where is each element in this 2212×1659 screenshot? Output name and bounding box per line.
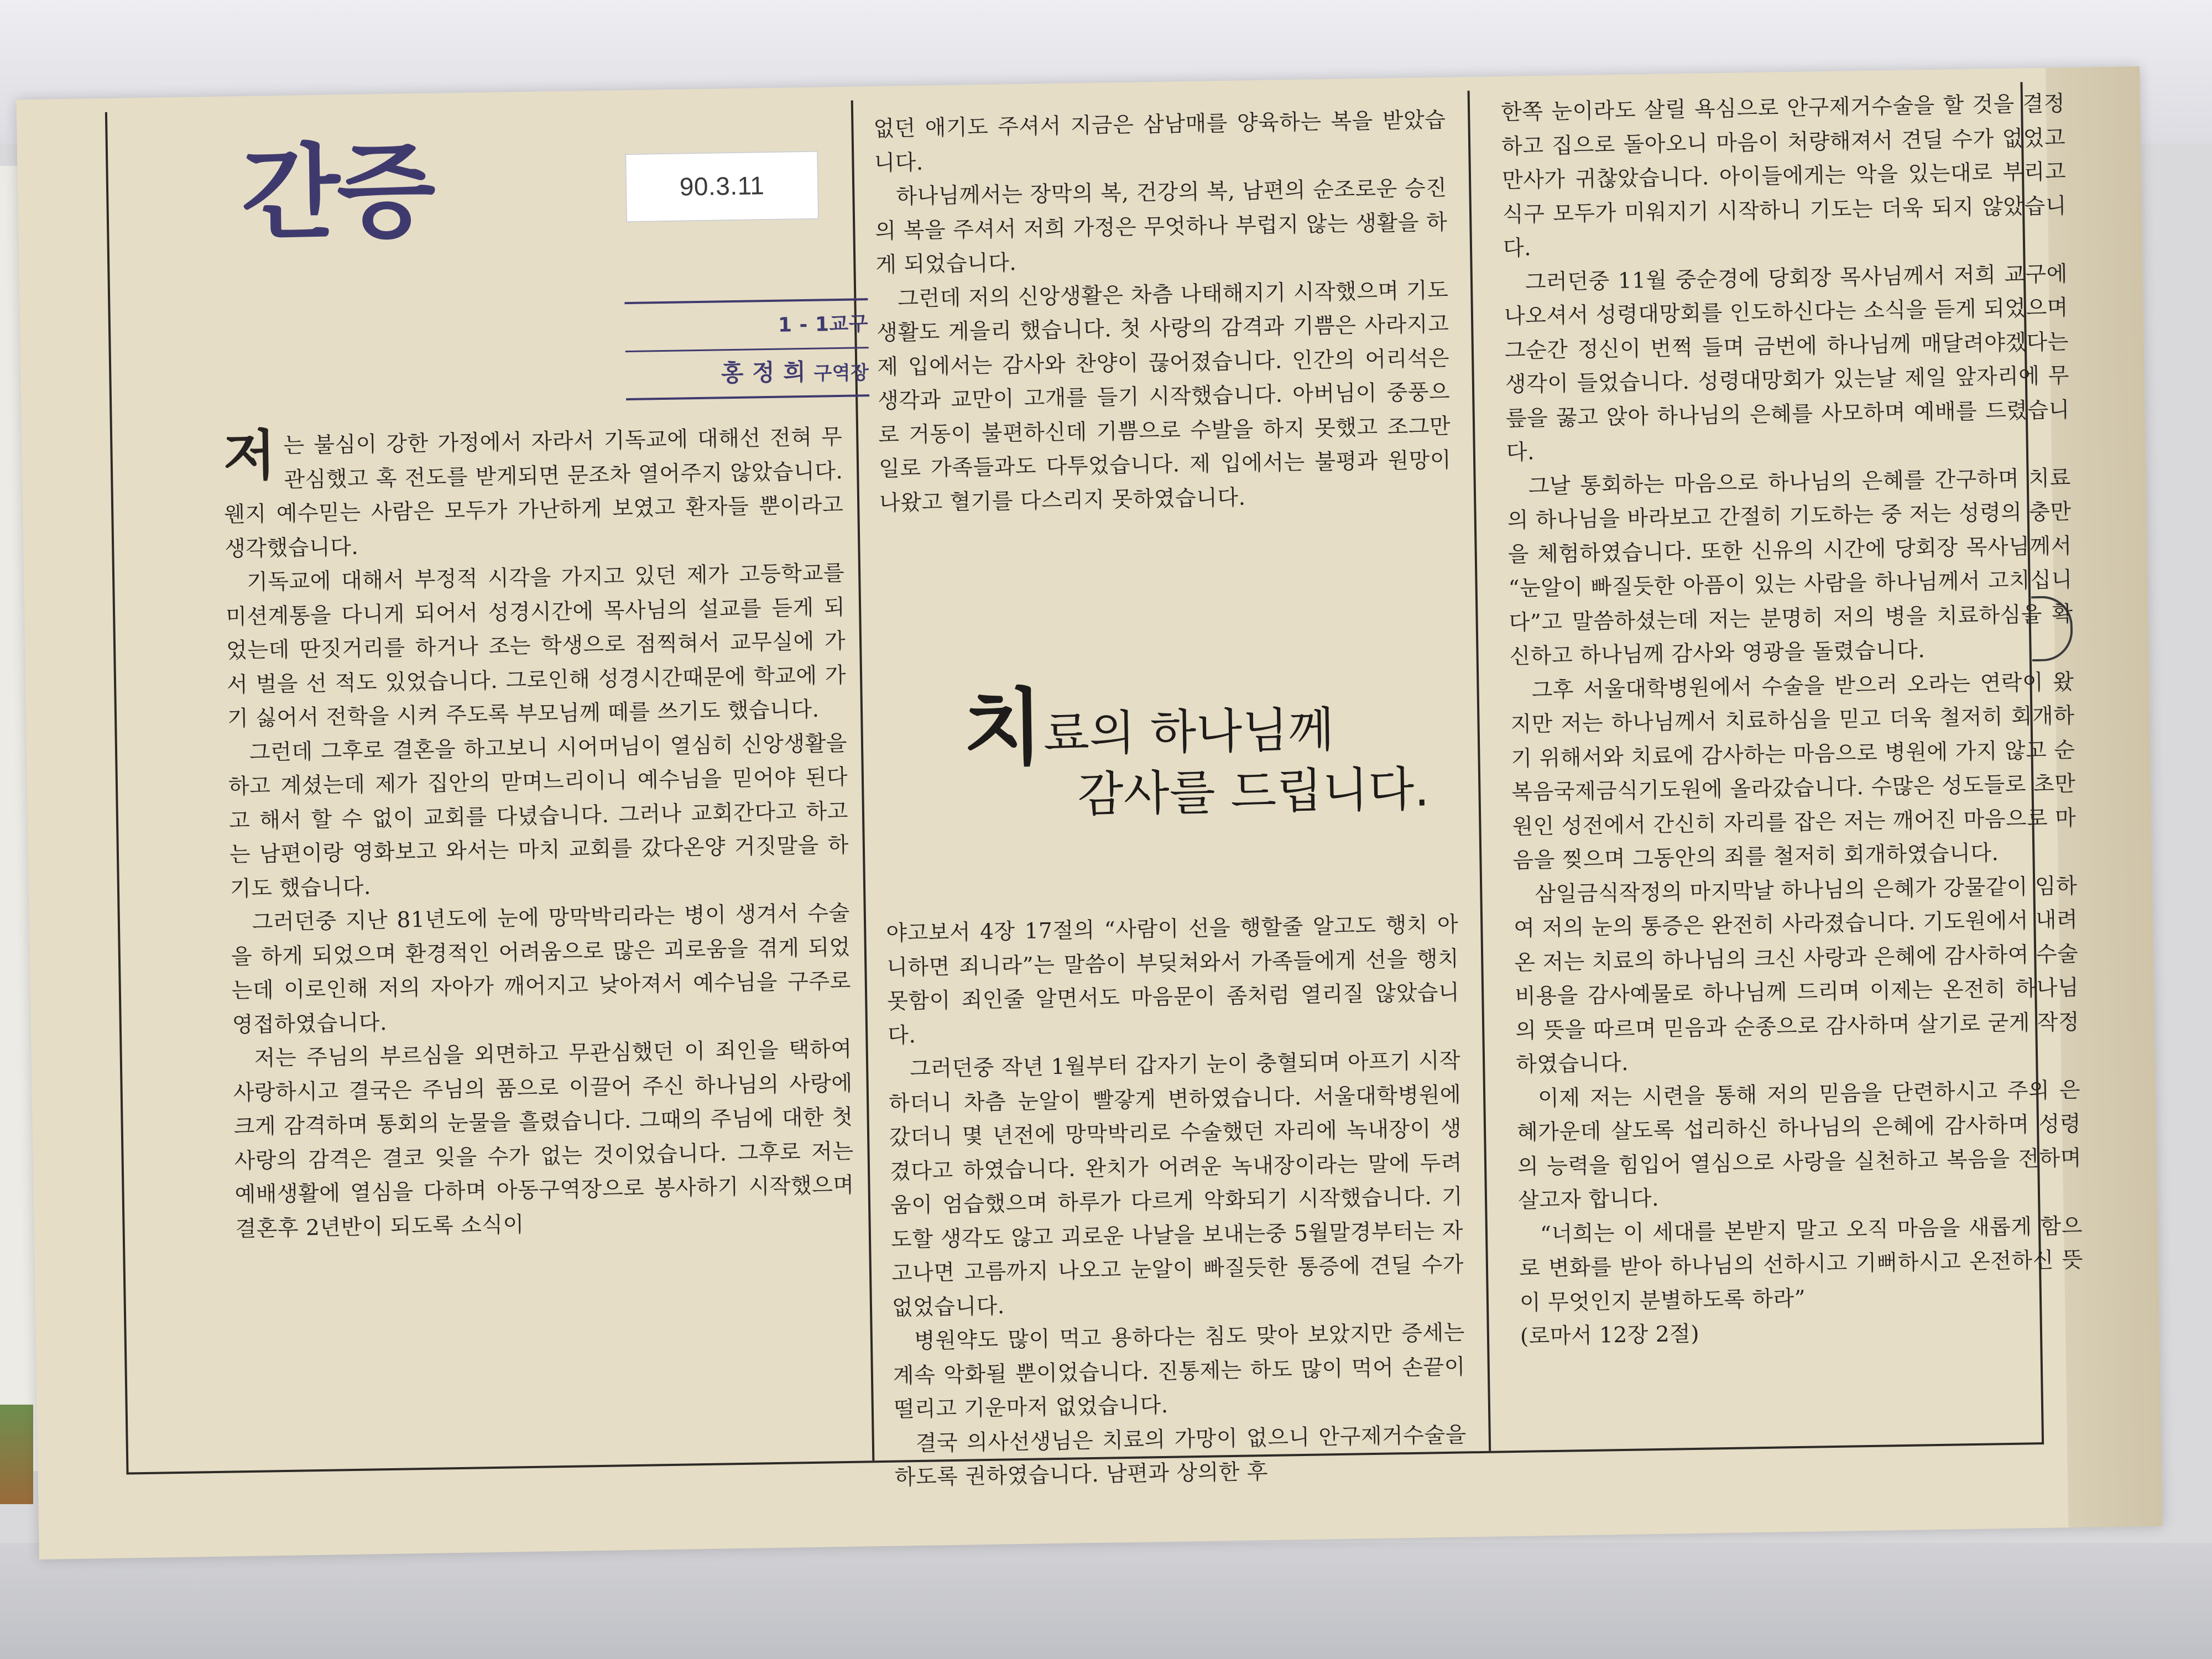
date-text: 90.3.11	[679, 171, 765, 201]
paragraph: 한쪽 눈이라도 살릴 욕심으로 안구제거수술을 할 것을 결정하고 집으로 돌아오니 마음이 처량해져서 견딜 수가 없었고 만사가 귀찮았습니다. 아이들에게는 악을 있는대로 부리고 식구 모두가 미워지기 시작하니 기도는 더욱 되지 않았습니다.	[1500, 91, 2067, 262]
author-role: 구역장	[813, 361, 869, 385]
paragraph: 그러던중 지난 81년도에 눈에 망막박리라는 병이 생겨서 수술을 하게 되었으며 환경적인 어려움으로 많은 괴로움을 겪게 되었는데 이로인해 저의 자아가 깨어지고 낮아져서 예수님을 구주로 영접하였습니다.	[231, 900, 852, 1037]
drop-cap: 저	[222, 424, 276, 488]
byline	[624, 298, 869, 400]
paragraph: 결국 의사선생님은 치료의 가망이 없으니 안구제거수술을 하도록 권하였습니다. 남편과 상의한 후	[894, 1422, 1467, 1490]
paragraph: 저는 불심이 강한 가정에서 자라서 기독교에 대해선 전혀 무관심했고 혹 전도를 받게되면 문조차 열어주지 않았습니다. 웬지 예수믿는 사람은 모두가 가난하게 보였고 환자들 뿐이라고 생각했습니다.	[222, 424, 844, 561]
scripture-reference: (로마서 12장 2절)	[1520, 1321, 1700, 1349]
column-2-top-text	[873, 103, 1452, 520]
paragraph: 기독교에 대해서 부정적 시각을 가지고 있던 제가 고등학교를 미션계통을 다니게 되어서 성경시간에 목사님의 설교를 듣게 되었는데 딴짓거리를 하거나 조는 학생으로 점찍혀서 교무실에 가서 벌을 선 적도 있었습니다. 그로인해 성경시간때문에 학교에 가기 싫어서 전학을 시켜 주도록 부모님께 떼를 쓰기도 했습니다.	[225, 560, 847, 732]
article-column-3	[1501, 87, 2086, 1456]
byline-department: 1 - 1교구	[624, 300, 868, 352]
column-1-text	[223, 420, 855, 1246]
article-frame	[105, 82, 2084, 1490]
column-2-bottom-text	[886, 908, 1467, 1495]
date-label	[625, 151, 819, 222]
article-headline	[962, 680, 1430, 827]
scripture-quote: “너희는 이 세대를 본받지 말고 오직 마음을 새롭게 함으로 변화를 받아 하나님의 선하시고 기뻐하시고 온전하신 뜻이 무엇인지 분별하도록 하라”	[1519, 1213, 2084, 1316]
article-column-1	[218, 101, 869, 1470]
paragraph: 없던 애기도 주셔서 지금은 삼남매를 양육하는 복을 받았습니다.	[873, 107, 1446, 176]
paragraph: 저는 주님의 부르심을 외면하고 무관심했던 이 죄인을 택하여 사랑하시고 결국은 주님의 품으로 이끌어 주신 하나님의 사랑에 크게 감격하며 통회의 눈물을 흘렸습니다. 그때의 주님에 대한 첫사랑의 감격은 결코 잊을 수가 없는 것이었습니다. 그후로 저는 예배생활에 열심을 다하며 아동구역장으로 봉사하기 시작했으며 결혼후 2년반이 되도록 소식이	[233, 1036, 854, 1241]
paragraph: 그런데 저의 신앙생활은 차츰 나태해지기 시작했으며 기도생활도 게을리 했습니다. 첫 사랑의 감격과 기쁨은 사라지고 제 입에서는 감사와 찬양이 끊어졌습니다. 인간의 어리석은 생각과 교만이 고개를 들기 시작했습니다. 아버님이 중풍으로 거동이 불편하신데 기쁨으로 수발을 하지 못했고 조그만 일로 가족들과도 다투었습니다. 제 입에서는 불평과 원망이 나왔고 혈기를 다스리지 못하였습니다.	[876, 278, 1452, 516]
newsletter-page	[17, 66, 2163, 1559]
paragraph: 삼일금식작정의 마지막날 하나님의 은혜가 강물같이 임하여 저의 눈의 통증은 완전히 사라졌습니다. 기도원에서 내려온 저는 치료의 하나님의 크신 사랑과 은혜에 감사하여 수술비용을 감사예물로 하나님께 드리며 이제는 온전히 하나님의 뜻을 따르며 믿음과 순종으로 감사하며 살기로 굳게 작정하였습니다.	[1514, 873, 2080, 1077]
paragraph: 그날 통회하는 마음으로 하나님의 은혜를 간구하며 치료의 하나님을 바라보고 간절히 기도하는 중 저는 성령의 충만을 체험하였습니다. 또한 신유의 시간에 당회장 목사님께서 “눈알이 빠질듯한 아픔이 있는 사람을 하나님께서 고치십니다”고 말씀하셨는데 저는 분명히 저의 병을 치료하심을 확신하고 하나님께 감사와 영광을 돌렸습니다.	[1507, 465, 2073, 670]
headline-line-1-rest: 료의 하나님께	[1042, 702, 1335, 763]
paragraph: 야고보서 4장 17절의 “사람이 선을 행할줄 알고도 행치 아니하면 죄니라”는 말씀이 부딪쳐와서 가족들에게 선을 행치 못함이 죄인줄 알면서도 마음문이 좀처럼 열리질 않았습니다.	[886, 912, 1460, 1048]
section-logo: 간증	[240, 131, 434, 254]
paragraph: 그러던중 작년 1월부터 갑자기 눈이 충혈되며 아프기 시작하더니 차츰 눈알이 빨갛게 변하였습니다. 서울대학병원에 갔더니 몇 년전에 망막박리로 수술했던 자리에 녹내장이 생겼다고 하였습니다. 완치가 어려운 녹내장이라는 말에 두려움이 엄습했으며 하루가 다르게 악화되기 시작했습니다. 기도할 생각도 않고 괴로운 나날을 보내는중 5월말경부터는 자고나면 고름까지 나오고 눈알이 빠질듯한 통증에 견딜 수가 없었습니다.	[888, 1048, 1464, 1321]
byline-author	[625, 348, 869, 400]
headline-initial: 치	[962, 680, 1044, 778]
paragraph: 병원약도 많이 먹고 용하다는 침도 맞아 보았지만 증세는 계속 악화될 뿐이었습니다. 진통제는 하도 많이 먹어 손끝이 떨리고 기운마저 없었습니다.	[893, 1320, 1466, 1422]
background-bottom	[0, 1543, 2212, 1659]
column-divider	[1468, 91, 1491, 1451]
author-name: 홍 정 희	[721, 358, 806, 387]
headline-line-1	[962, 680, 1429, 778]
adjacent-page-photo	[0, 1405, 33, 1504]
paragraph: 그러던중 11월 중순경에 당회장 목사님께서 저희 교구에 나오셔서 성령대망회를 인도하신다는 소식을 듣게 되었으며 그순간 정신이 번쩍 들며 금번에 하나님께 매달려야겠다는 생각이 들었습니다. 성령대망회가 있는날 제일 앞자리에 무릎을 꿇고 앉아 하나님의 은혜를 사모하며 예배를 드렸습니다.	[1504, 261, 2070, 466]
paragraph: 그런데 그후로 결혼을 하고보니 시어머님이 열심히 신앙생활을 하고 계셨는데 제가 집안의 맏며느리이니 예수님을 믿어야 된다고 해서 할 수 없이 교회를 다녔습니다. 그러나 교회간다고 하고는 남편이랑 영화보고 와서는 마치 교회를 갔다온양 거짓말을 하기도 했습니다.	[228, 731, 849, 901]
paragraph: 하나님께서는 장막의 복, 건강의 복, 남편의 순조로운 승진의 복을 주셔서 저희 가정은 무엇하나 부럽지 않는 생활을 하게 되었습니다.	[875, 175, 1448, 278]
paragraph: 이제 저는 시련을 통해 저의 믿음을 단련하시고 주의 은혜가운데 살도록 섭리하신 하나님의 은혜에 감사하며 성령의 능력을 힘입어 열심으로 사랑을 실천하고 복음을 전하며 살고자 합니다.	[1516, 1077, 2082, 1213]
paragraph: 그후 서울대학병원에서 수술을 받으러 오라는 연락이 왔지만 저는 하나님께서 치료하심을 믿고 더욱 철저히 회개하기 위해서와 치료에 감사하는 마음으로 병원에 가지 않고 순복음국제금식기도원에 올라갔습니다. 수많은 성도들로 초만원인 성전에서 간신히 자리를 잡은 저는 깨어진 마음으로 마음을 찢으며 그동안의 죄를 철저히 회개하였습니다.	[1510, 669, 2077, 873]
headline-line-2: 감사를 드립니다.	[1077, 761, 1430, 823]
